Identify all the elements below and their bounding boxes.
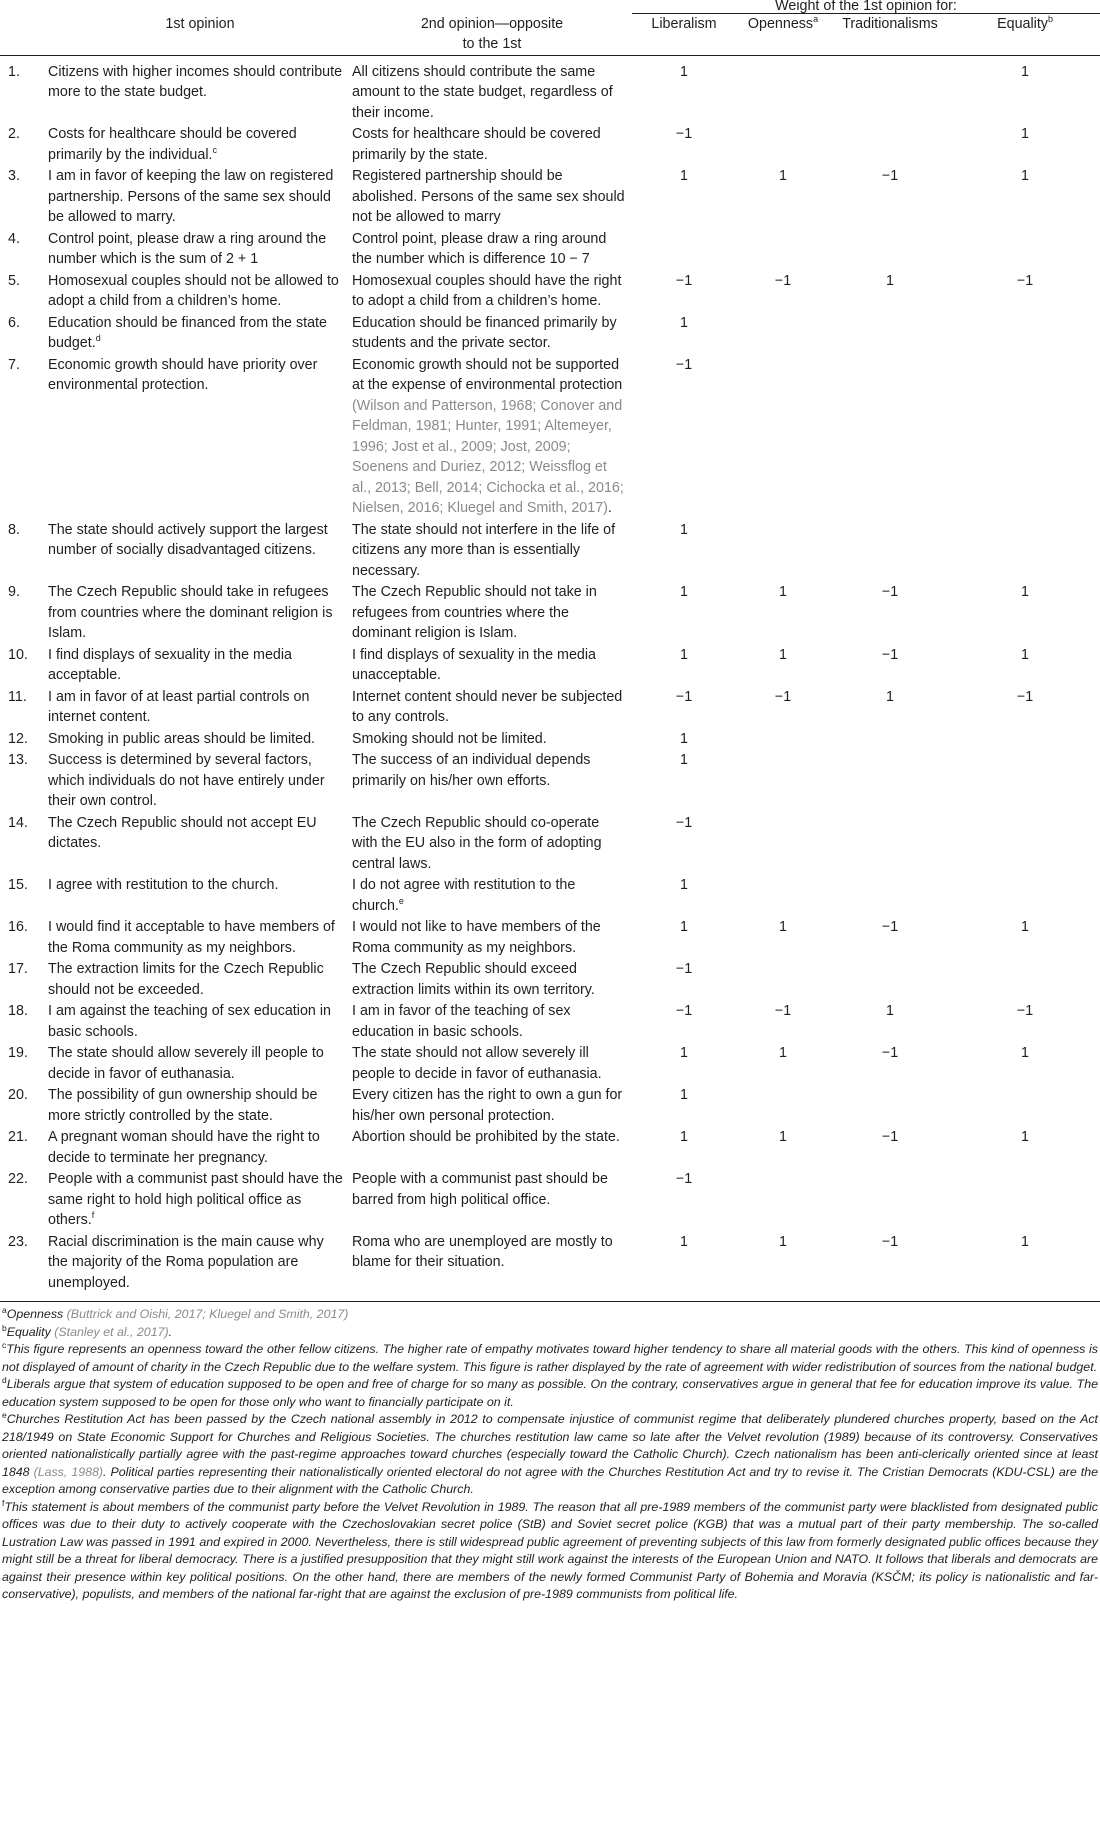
second-opinion-text: All citizens should contribute the same amount to the state budget, regardless of their income. — [352, 63, 613, 121]
second-opinion — [352, 749, 632, 812]
second-opinion-text: Control point, please draw a ring around the number which is difference 10 − 7 — [352, 230, 607, 267]
first-opinion-text: The possibility of gun ownership should be more strictly controlled by the state. — [48, 1087, 318, 1124]
second-opinion-text: Education should be financed primarily by students and the private sector. — [352, 314, 617, 351]
first-opinion-text: Control point, please draw a ring around the number which is the sum of 2 + 1 — [48, 230, 327, 267]
weight-liberalism: 1 — [680, 752, 688, 768]
header-equality — [950, 14, 1100, 56]
table-row — [0, 958, 1100, 1000]
table-row — [0, 749, 1100, 812]
weight-openness — [736, 354, 830, 519]
weight-equality: 1 — [1021, 168, 1029, 184]
weight-equality: −1 — [1016, 272, 1034, 289]
table-row — [0, 874, 1100, 916]
header-spacer — [0, 0, 632, 14]
weight-equality: 1 — [1021, 126, 1029, 142]
first-opinion-text: The extraction limits for the Czech Republic should not be exceeded. — [48, 961, 324, 998]
first-opinion-text: The state should allow severely ill people to decide in favor of euthanasia. — [48, 1045, 324, 1082]
first-opinion — [48, 123, 352, 165]
weight-traditionalisms — [830, 354, 950, 519]
weight-openness: 1 — [779, 1129, 787, 1145]
header-traditionalisms-label: Traditionalisms — [842, 16, 938, 32]
row-number: 5. — [8, 272, 20, 289]
header-row — [0, 14, 1100, 56]
weight-liberalism: 1 — [680, 584, 688, 600]
first-opinion-text: Racial discrimination is the main cause why the majority of the Roma population are unemployed. — [48, 1233, 324, 1291]
second-opinion-text: The Czech Republic should exceed extraction limits within its own territory. — [352, 961, 595, 998]
first-opinion-text: Smoking in public areas should be limited. — [48, 730, 316, 747]
weight-openness: 1 — [779, 646, 787, 663]
footnote-mark: b — [2, 1322, 7, 1333]
footnote-a — [2, 1306, 1098, 1324]
second-opinion — [352, 519, 632, 582]
weight-openness — [736, 1168, 830, 1231]
second-opinion-text: I do not agree with restitution to the church. — [352, 877, 576, 914]
first-opinion-text: The state should actively support the largest number of socially disadvantaged citizens. — [48, 521, 328, 558]
first-opinion — [48, 686, 352, 728]
first-opinion-text: Education should be financed from the state budget. — [48, 314, 327, 351]
footnote-after: . — [168, 1324, 173, 1339]
first-opinion — [48, 749, 352, 812]
weight-equality: 1 — [950, 1231, 1100, 1302]
row-number: 15. — [8, 877, 28, 893]
first-opinion-footnote-mark: f — [91, 1210, 95, 1220]
weight-openness — [736, 874, 830, 916]
header-liberalism-label: Liberalism — [651, 16, 717, 32]
row-number: 7. — [8, 356, 20, 373]
row-number: 13. — [8, 752, 28, 768]
weight-equality: 1 — [1021, 919, 1029, 935]
weight-traditionalisms: −1 — [830, 1231, 950, 1302]
footnote-b — [2, 1324, 1098, 1342]
weight-liberalism: −1 — [675, 814, 693, 831]
footnote-text: This figure represents an openness toward the other fellow citizens. The higher rate of empathy motivates toward higher tendency to share all material goods with the others. This kind of openness is not displayed of amount of charity in the Czech Republic due to the welfare system. This figure is rather displayed by the rate of agreement with wider redistribution of sources from the national budget. — [2, 1342, 1098, 1374]
second-opinion — [352, 165, 632, 228]
second-opinion-references: (Wilson and Patterson, 1968; Conover and Feldman, 1981; Hunter, 1991; Altemeyer, 1996; Jost et al., 2009; Jost, 2009; Soenens and Duriez, 2012; Weissflog et al., 2013; Bell, 2014; Cichocka et al., 2016; Nielsen, 2016; Kluegel and Smith, 2017) — [352, 397, 624, 516]
footnote-reference: (Stanley et al., 2017) — [54, 1324, 169, 1339]
weight-liberalism: −1 — [675, 1003, 693, 1019]
second-opinion-text: The state should not interfere in the life of citizens any more than is essentially necessary. — [352, 521, 616, 579]
row-number: 8. — [8, 521, 20, 538]
table-row — [0, 644, 1100, 686]
footnote-mark: d — [2, 1375, 7, 1385]
header-traditionalisms — [830, 14, 950, 56]
first-opinion — [48, 874, 352, 916]
second-opinion — [352, 1168, 632, 1231]
weight-equality — [950, 728, 1100, 750]
first-opinion — [48, 1126, 352, 1168]
first-opinion-text: I am in favor of keeping the law on registered partnership. Persons of the same sex should be allowed to marry. — [48, 168, 334, 225]
weight-openness: 1 — [779, 584, 787, 600]
table-row — [0, 916, 1100, 958]
weight-liberalism: 1 — [680, 521, 688, 538]
header-equality-sup: b — [1047, 14, 1053, 24]
weight-liberalism: −1 — [675, 1171, 693, 1187]
weight-openness: 1 — [779, 919, 787, 935]
weight-traditionalisms — [830, 812, 950, 875]
first-opinion — [48, 812, 352, 875]
row-number: 3. — [8, 168, 20, 184]
weight-openness — [736, 228, 830, 270]
first-opinion-text: A pregnant woman should have the right to decide to terminate her pregnancy. — [48, 1129, 320, 1166]
table-row — [0, 1084, 1100, 1126]
weight-liberalism: 1 — [680, 1129, 688, 1145]
first-opinion-text: Economic growth should have priority over environmental protection. — [48, 356, 318, 393]
weight-liberalism: −1 — [675, 356, 693, 373]
row-number: 18. — [8, 1003, 28, 1019]
header-liberalism — [632, 14, 736, 56]
weight-liberalism: 1 — [680, 646, 688, 663]
first-opinion — [48, 581, 352, 644]
first-opinion-text: Homosexual couples should not be allowed to adopt a child from a children’s home. — [48, 272, 339, 309]
second-opinion — [352, 1084, 632, 1126]
row-number: 23. — [0, 1231, 48, 1302]
first-opinion — [48, 1231, 352, 1302]
weight-liberalism: 1 — [680, 1045, 688, 1061]
first-opinion-footnote-mark: c — [212, 144, 217, 155]
weight-openness — [736, 958, 830, 1000]
footnotes — [0, 1302, 1100, 1604]
header-openness-label: Openness — [747, 16, 814, 32]
first-opinion — [48, 519, 352, 582]
footnote-reference: (Buttrick and Oishi, 2017; Kluegel and Smith, 2017) — [66, 1307, 349, 1321]
weight-equality — [950, 312, 1100, 354]
second-opinion-text: People with a communist past should be barred from high political office. — [352, 1171, 608, 1208]
weight-equality — [950, 812, 1100, 875]
weight-traditionalisms: 1 — [886, 688, 894, 705]
weight-group-header: Weight of the 1st opinion for: — [632, 0, 1100, 14]
weight-traditionalisms — [830, 312, 950, 354]
row-number: 10. — [8, 646, 28, 663]
table-body — [0, 55, 1100, 1302]
second-opinion — [352, 270, 632, 312]
weight-traditionalisms: −1 — [881, 1045, 899, 1061]
row-number: 6. — [8, 314, 20, 331]
second-opinion — [352, 1126, 632, 1168]
first-opinion-text: I agree with restitution to the church. — [48, 877, 279, 893]
second-opinion-text: The Czech Republic should co-operate with the EU also in the form of adopting central laws. — [352, 814, 602, 872]
weight-liberalism: 1 — [680, 877, 688, 893]
footnote-text: This statement is about members of the communist party before the Velvet Revolution in 1989. The reason that all pre-1989 members of the communist party were blacklisted from designated public offices was due to their duty to actively cooperate with the Czechoslovakian secret police (StB) and Soviet secret police (KGB) that was a mutual part of their party membership. The so-called Lustration Law was passed in 1991 and expired in 2000. Nevertheless, there is still widespread public agreement of preventing subjects of this law from formerly designated public offices because they might still be a threat for liberal democracy. There is a justified presupposition that they might still work against the interests of the European Union and NATO. It follows that liberals and democrats are against their presence within key political positions. On the other hand, there are members of the newly formed Communist Party of Bohemia and Moravia (KSČM; its policy is nationalistic and far-conservative), populists, and members of the national far-right that are against the exclusion of pre-1989 communists from political life. — [2, 1499, 1098, 1601]
first-opinion-text: I am in favor of at least partial controls on internet content. — [48, 688, 310, 725]
weight-traditionalisms: 1 — [886, 272, 894, 289]
weight-liberalism: 1 — [680, 1087, 688, 1103]
table-row — [0, 581, 1100, 644]
weight-openness — [736, 312, 830, 354]
second-opinion — [352, 55, 632, 123]
weight-traditionalisms — [830, 958, 950, 1000]
second-opinion-text: Every citizen has the right to own a gun for his/her own personal protection. — [352, 1087, 623, 1124]
second-opinion-text: Abortion should be prohibited by the state. — [352, 1129, 620, 1145]
header-equality-label: Equality — [997, 16, 1048, 32]
weight-openness: 1 — [736, 1231, 830, 1302]
row-number: 17. — [8, 961, 28, 977]
table-row — [0, 123, 1100, 165]
second-opinion — [352, 1231, 632, 1302]
second-opinion-text: The state should not allow severely ill people to decide in favor of euthanasia. — [352, 1045, 602, 1082]
table-row — [0, 519, 1100, 582]
weight-openness — [736, 123, 830, 165]
first-opinion-text: Costs for healthcare should be covered primarily by the individual. — [48, 126, 297, 163]
second-opinion-tail: . — [607, 500, 612, 516]
weight-traditionalisms — [830, 749, 950, 812]
weight-liberalism: −1 — [675, 272, 693, 289]
footnote-text: Liberals argue that system of education supposed to be open and free of charge for so many as possible. On the contrary, conservatives argue in general that fee for education improve its value. The education system supposed to be open for those only who want to financially participate on it. — [2, 1377, 1098, 1409]
weight-traditionalisms — [830, 228, 950, 270]
second-opinion — [352, 644, 632, 686]
row-number: 2. — [8, 126, 20, 142]
weight-openness: −1 — [774, 272, 792, 289]
first-opinion-footnote-mark: d — [95, 333, 101, 343]
second-opinion-text: Registered partnership should be abolished. Persons of the same sex should not be allowed to marry — [352, 168, 625, 225]
weight-openness — [736, 55, 830, 123]
weight-traditionalisms — [830, 874, 950, 916]
header-number-cell — [0, 14, 48, 56]
weight-equality: 1 — [1021, 646, 1029, 663]
second-opinion-text: Smoking should not be limited. — [352, 730, 547, 747]
row-number: 19. — [8, 1045, 28, 1061]
weight-equality: 1 — [1021, 1129, 1029, 1145]
table-row — [0, 1126, 1100, 1168]
second-opinion — [352, 916, 632, 958]
first-opinion — [48, 270, 352, 312]
second-opinion-text: Costs for healthcare should be covered primarily by the state. — [352, 126, 601, 163]
weight-openness: −1 — [774, 688, 792, 705]
weight-traditionalisms — [830, 1084, 950, 1126]
second-opinion — [352, 812, 632, 875]
first-opinion — [48, 1168, 352, 1231]
weight-liberalism — [632, 228, 736, 270]
weight-openness — [736, 749, 830, 812]
second-opinion-text: I am in favor of the teaching of sex education in basic schools. — [352, 1003, 571, 1040]
row-number: 21. — [8, 1129, 28, 1145]
weight-traditionalisms — [830, 55, 950, 123]
footnote-text: Openness — [6, 1307, 67, 1321]
weight-liberalism: 1 — [680, 168, 688, 184]
weight-equality — [950, 228, 1100, 270]
row-number: 20. — [8, 1087, 28, 1103]
weight-openness — [736, 1084, 830, 1126]
footnote-reference: (Lass, 1988) — [33, 1464, 104, 1479]
weight-openness: 1 — [779, 168, 787, 184]
first-opinion — [48, 1042, 352, 1084]
weight-liberalism: −1 — [675, 126, 693, 142]
row-number: 11. — [8, 688, 27, 705]
row-number: 22. — [8, 1171, 28, 1187]
weight-liberalism: 1 — [680, 63, 688, 80]
weight-liberalism: 1 — [632, 1231, 736, 1302]
second-opinion — [352, 728, 632, 750]
weight-equality: 1 — [1021, 1045, 1029, 1061]
first-opinion-text: I find displays of sexuality in the media acceptable. — [48, 646, 292, 683]
footnote-mark: c — [2, 1340, 7, 1350]
weight-openness: −1 — [774, 1003, 792, 1019]
weight-traditionalisms: −1 — [881, 584, 899, 600]
row-number: 1. — [8, 63, 20, 80]
weight-liberalism: 1 — [680, 314, 688, 331]
weight-traditionalisms: −1 — [881, 1129, 899, 1145]
table-row — [0, 1168, 1100, 1231]
table-row — [0, 55, 1100, 123]
first-opinion — [48, 916, 352, 958]
second-opinion — [352, 1000, 632, 1042]
table-row — [0, 728, 1100, 750]
second-opinion-text: The success of an individual depends primarily on his/her own efforts. — [352, 752, 591, 789]
weight-equality — [950, 1084, 1100, 1126]
table-row — [0, 1000, 1100, 1042]
first-opinion-text: Citizens with higher incomes should contribute more to the state budget. — [48, 63, 343, 100]
second-opinion-text: Roma who are unemployed are mostly to blame for their situation. — [352, 1233, 613, 1270]
weight-traditionalisms: −1 — [881, 919, 899, 935]
header-group-row — [0, 0, 1100, 14]
weight-traditionalisms: −1 — [881, 646, 899, 663]
footnote-mark: f — [2, 1497, 5, 1508]
table-row — [0, 1231, 1100, 1302]
weight-liberalism: 1 — [680, 919, 688, 935]
footnote-c — [2, 1341, 1098, 1376]
table-row — [0, 312, 1100, 354]
second-opinion-text: The Czech Republic should not take in refugees from countries where the dominant religion is Islam. — [352, 584, 597, 641]
weight-traditionalisms — [830, 123, 950, 165]
second-opinion-footnote-mark: e — [398, 895, 404, 906]
first-opinion — [48, 1084, 352, 1126]
second-opinion — [352, 874, 632, 916]
footnote-after: . Political parties representing their nationalistically oriented electoral do not agree with the Churches Restitution Act and try to revise it. The Cristian Democrats (KDU-CSL) are the exception among conservative parties due to their alignment with the Catholic Church. — [2, 1464, 1098, 1496]
header-first-opinion: 1st opinion — [48, 14, 352, 56]
weight-equality — [950, 749, 1100, 812]
second-opinion — [352, 123, 632, 165]
header-openness-sup: a — [813, 14, 819, 24]
footnote-d — [2, 1376, 1098, 1411]
weight-equality: −1 — [1016, 1003, 1034, 1019]
first-opinion-text: The Czech Republic should not accept EU dictates. — [48, 814, 317, 851]
weight-equality — [950, 874, 1100, 916]
first-opinion — [48, 1000, 352, 1042]
second-opinion-text: Internet content should never be subjected to any controls. — [352, 688, 623, 725]
footnote-mark: e — [2, 1410, 7, 1420]
header-second-opinion-line2: to the 1st — [462, 36, 522, 52]
weight-traditionalisms — [830, 519, 950, 582]
second-opinion — [352, 686, 632, 728]
second-opinion-text: Economic growth should not be supported at the expense of environmental protection — [352, 356, 623, 393]
table-row — [0, 228, 1100, 270]
first-opinion — [48, 228, 352, 270]
row-number: 16. — [8, 919, 28, 935]
weight-equality — [950, 958, 1100, 1000]
weight-equality: 1 — [1021, 584, 1029, 600]
second-opinion — [352, 354, 632, 519]
row-number: 12. — [8, 730, 28, 747]
first-opinion — [48, 55, 352, 123]
table-row — [0, 165, 1100, 228]
weight-liberalism: 1 — [680, 730, 688, 747]
weight-traditionalisms: −1 — [881, 168, 899, 184]
first-opinion — [48, 165, 352, 228]
table-row — [0, 1042, 1100, 1084]
table-row — [0, 812, 1100, 875]
second-opinion-text: I would not like to have members of the Roma community as my neighbors. — [352, 919, 601, 956]
first-opinion-text: Success is determined by several factors, which individuals do not have entirely under their own control. — [48, 752, 325, 809]
header-second-opinion-line1: 2nd opinion—opposite — [420, 15, 564, 32]
second-opinion — [352, 581, 632, 644]
weight-traditionalisms — [830, 728, 950, 750]
first-opinion — [48, 312, 352, 354]
weight-openness — [736, 519, 830, 582]
second-opinion-text: Homosexual couples should have the right to adopt a child from a children’s home. — [352, 272, 622, 309]
second-opinion-text: I find displays of sexuality in the media unacceptable. — [352, 646, 596, 683]
second-opinion — [352, 312, 632, 354]
weight-equality: −1 — [1016, 688, 1034, 705]
first-opinion-text: I am against the teaching of sex education in basic schools. — [48, 1003, 331, 1040]
header-openness — [736, 14, 830, 56]
table-row — [0, 354, 1100, 519]
weight-equality — [950, 519, 1100, 582]
weight-openness — [736, 728, 830, 750]
footnote-e — [2, 1411, 1098, 1499]
second-opinion — [352, 958, 632, 1000]
footnote-mark: a — [2, 1305, 7, 1315]
header-second-opinion — [352, 14, 632, 56]
weight-openness: 1 — [779, 1045, 787, 1061]
table-row — [0, 270, 1100, 312]
weight-equality — [950, 1168, 1100, 1231]
table-row — [0, 686, 1100, 728]
second-opinion — [352, 1042, 632, 1084]
footnote-f — [2, 1499, 1098, 1604]
weight-traditionalisms: 1 — [886, 1003, 894, 1019]
first-opinion-text: People with a communist past should have the same right to hold high political office as others. — [48, 1171, 343, 1228]
footnote-text: Equality — [6, 1324, 55, 1339]
first-opinion — [48, 728, 352, 750]
first-opinion-text: I would find it acceptable to have members of the Roma community as my neighbors. — [48, 919, 335, 956]
row-number: 9. — [8, 584, 20, 600]
weight-equality: 1 — [1021, 63, 1029, 80]
first-opinion — [48, 958, 352, 1000]
weight-liberalism: −1 — [675, 961, 693, 977]
weight-liberalism: −1 — [675, 688, 693, 705]
weight-openness — [736, 812, 830, 875]
row-number: 14. — [8, 814, 28, 831]
weight-equality — [950, 354, 1100, 519]
first-opinion — [48, 644, 352, 686]
row-number: 4. — [8, 230, 20, 247]
first-opinion-text: The Czech Republic should take in refugees from countries where the dominant religion is Islam. — [48, 584, 333, 641]
second-opinion — [352, 228, 632, 270]
weight-traditionalisms — [830, 1168, 950, 1231]
first-opinion — [48, 354, 352, 519]
footnote-text: Churches Restitution Act has been passed by the Czech national assembly in 2012 to compensate injustice of communist regime that deliberately plundered churches property, based on the Act 218/1949 on State Economic Support for Churches and Religious Societies. The churches restitution law came so late after the Velvet revolution (1989) because of its controversy. Conservatives oriented nationalistically partially agree with the past-regime approaches toward churches (especially toward the Catholic Church). Czech nationalism has been anti-clerically oriented since at least 1848 — [2, 1412, 1098, 1479]
